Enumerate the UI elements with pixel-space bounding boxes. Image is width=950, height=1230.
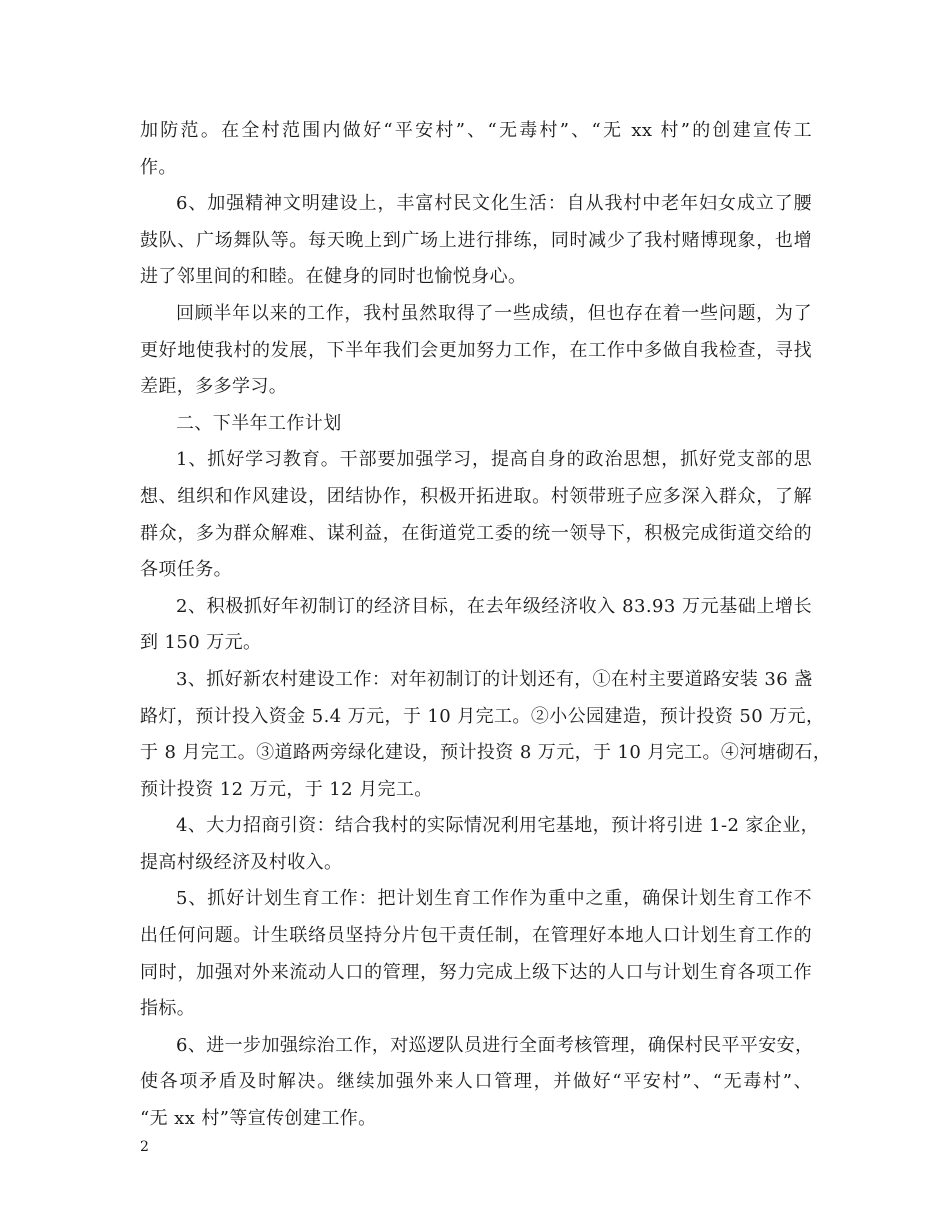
text-line: 差距，多多学习。 — [140, 376, 288, 398]
text-line: 6、进一步加强综治工作，对巡逻队员进行全面考核管理，确保村民平平安安， — [176, 1034, 814, 1056]
paragraph — [140, 662, 832, 808]
text-line: 加防范。在全村范围内做好“平安村”、“无毒村”、“无 xx 村”的创建宣传工 — [140, 120, 812, 141]
text-line: 回顾半年以来的工作，我村虽然取得了一些成绩，但也存在着一些问题，为了 — [176, 302, 812, 324]
text-line: 想、组织和作风建设，团结协作，积极开拓进取。村领带班子应多深入群众，了解 — [140, 485, 812, 507]
text-line: 同时，加强对外来流动人口的管理，努力完成上级下达的人口与计划生育各项工作 — [140, 961, 812, 983]
text-line: 到 150 万元。 — [140, 632, 262, 654]
text-line: 3、抓好新农村建设工作：对年初制订的计划还有，①在村主要道路安装 36 盏 — [176, 668, 813, 690]
text-line: 出任何问题。计生联络员坚持分片包干责任制，在管理好本地人口计划生育工作的 — [140, 925, 812, 947]
text-line: 4、大力招商引资：结合我村的实际情况利用宅基地，预计将引进 1-2 家企业， — [176, 815, 820, 837]
page-number: 2 — [140, 1139, 149, 1155]
text-line: 作。 — [140, 156, 177, 178]
text-line: 各项任务。 — [140, 559, 232, 581]
text-line: 于 8 月完工。③道路两旁绿化建设，预计投资 8 万元，于 10 月完工。④河塘砌石， — [140, 742, 832, 764]
paragraph — [140, 296, 812, 406]
text-line: 6、加强精神文明建设上，丰富村民文化生活：自从我村中老年妇女成立了腰 — [176, 193, 812, 215]
paragraph — [140, 406, 812, 443]
text-line: 群众，多为群众解难、谋利益，在街道党工委的统一领导下，积极完成街道交给的 — [140, 522, 812, 544]
text-line: 使各项矛盾及时解决。继续加强外来人口管理，并做好“平安村”、“无毒村”、 — [140, 1071, 812, 1093]
text-line: 进了邻里间的和睦。在健身的同时也愉悦身心。 — [140, 266, 527, 288]
text-line: 二、下半年工作计划 — [176, 412, 342, 434]
paragraph — [140, 881, 812, 1027]
paragraph — [140, 113, 812, 186]
text-line: 1、抓好学习教育。干部要加强学习，提高自身的政治思想，抓好党支部的思 — [176, 449, 812, 471]
text-line: “无 xx 村”等宣传创建工作。 — [140, 1108, 377, 1130]
document-body — [140, 113, 832, 1138]
text-line: 路灯，预计投入资金 5.4 万元，于 10 月完工。②小公园建造，预计投资 50 万元， — [140, 705, 825, 727]
text-line: 鼓队、广场舞队等。每天晚上到广场上进行排练，同时减少了我村赌博现象，也增 — [140, 229, 812, 251]
text-line: 5、抓好计划生育工作：把计划生育工作作为重中之重，确保计划生育工作不 — [176, 888, 812, 910]
text-line: 2、积极抓好年初制订的经济目标，在去年级经济收入 83.93 万元基础上增长 — [176, 595, 812, 617]
text-line: 更好地使我村的发展，下半年我们会更加努力工作，在工作中多做自我检查，寻找 — [140, 339, 812, 361]
text-line: 指标。 — [140, 998, 196, 1020]
paragraph — [140, 808, 820, 881]
paragraph — [140, 1028, 812, 1138]
text-line: 预计投资 12 万元，于 12 月完工。 — [140, 778, 433, 800]
paragraph — [140, 186, 812, 296]
text-line: 提高村级经济及村收入。 — [140, 851, 343, 873]
paragraph — [140, 442, 812, 588]
paragraph — [140, 589, 812, 662]
